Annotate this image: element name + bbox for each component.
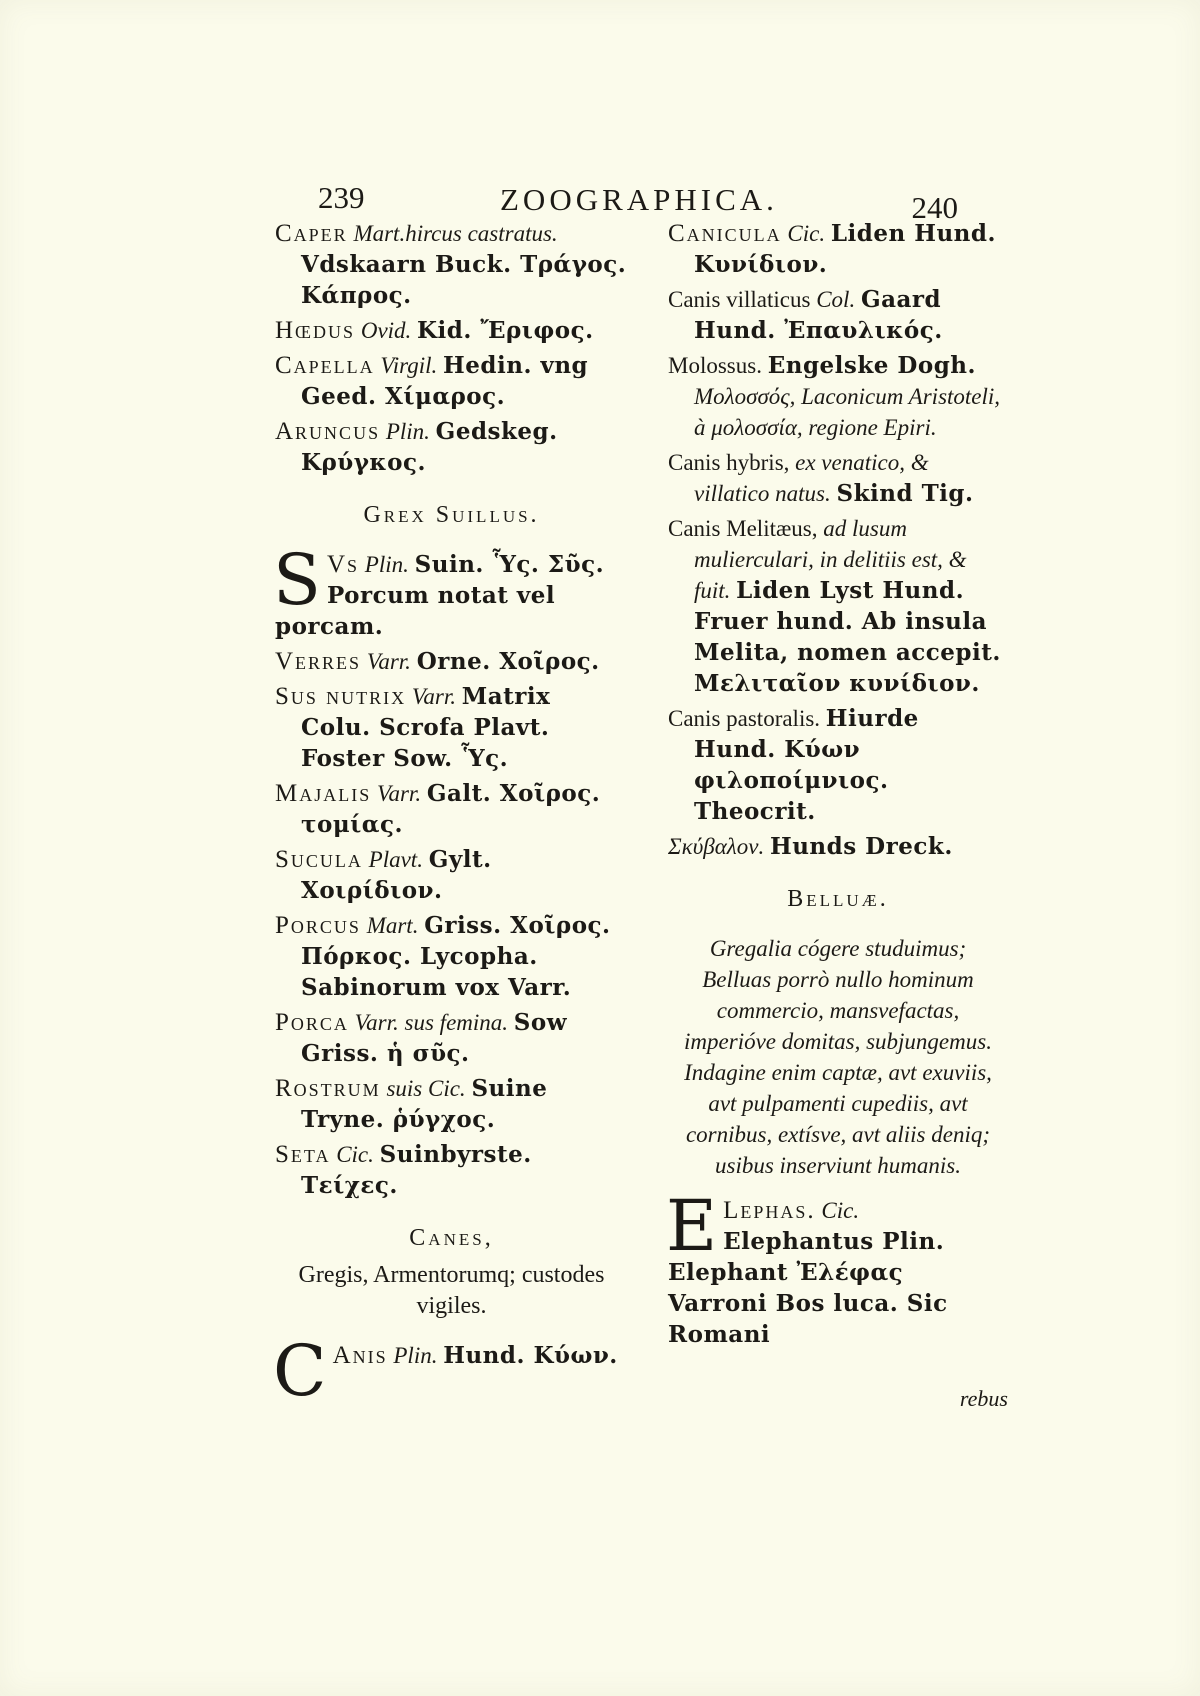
page-number-left: 239 [318,180,365,215]
entry-skybalon: Σκύβαλον. Hunds Dreck. [668,833,953,860]
entry-elephas: E Lephas. Cic. Elephantus Plin. Elephant Ἐλέφας Varroni Bos luca. Sic Romani [666,1185,948,1348]
section-heading-belluae: Belluæ. [787,886,889,912]
entry-canis-pastoralis: Canis pastoralis. Hiurde Hund. Κύων φιλοποίμνιος. Theocrit. [668,705,919,825]
right-column [668,218,1008,1354]
entry-capella: Capella Virgil. Hedin. vng Geed. Χίμαρος. [275,352,589,410]
entry-sucula: Sucula Plavt. Gylt. Χοιρίδιον. [275,846,492,904]
entry-canicula: Canicula Cic. Liden Hund. Κυνίδιον. [668,220,996,278]
entry-sus-nutrix: Sus nutrix Varr. Matrix Colu. Scrofa Plavt. Foster Sow. Ὗς. [275,683,551,772]
entry-porca: Porca Varr. sus femina. Sow Griss. ἡ σῦς. [275,1009,568,1067]
belluae-intro-paragraph: Gregalia cógere studuimus; Belluas porrò nullo hominum commercio, mansvefactas, imperióve domitas, subjungemus. Indagine enim captæ, avt exuviis, avt pulpamenti cupediis, avt cornibus, extísve, avt aliis deniq; usibus inserviunt humanis. [684,936,992,1178]
entry-canis-melitaeus: Canis Melitæus, ad lusum mulierculari, in delitiis est, & fuit. Liden Lyst Hund. Fruer hund. Ab insula Melita, nomen accepit. Μελιταῖον κυνίδιον. [668,516,1001,697]
entry-hoedus: Hœdus Ovid. Kid. Ἔριφος. [275,317,594,344]
running-title: ZOOGRAPHICA. [500,182,778,217]
catchword: rebus [959,1386,1008,1411]
entry-sus: S Vs Plin. Suin. Ὗς. Σῦς. Porcum notat vel porcam. [273,539,605,640]
entry-canis: C Anis Plin. Hund. Κύων. [273,1330,618,1412]
entry-seta: Seta Cic. Suinbyrste. Τείχες. [275,1141,532,1199]
section-heading-grex-suillus: Grex Suillus. [363,502,540,528]
entry-porcus: Porcus Mart. Griss. Χοῖρος. Πόρκος. Lycopha. Sabinorum vox Varr. [275,912,611,1001]
entry-majalis: Majalis Varr. Galt. Χοῖρος. τομίας. [275,780,601,838]
entry-aruncus: Aruncus Plin. Gedskeg. Κρύγκος. [275,418,558,476]
entry-canis-hybris: Canis hybris, ex venatico, & villatico natus. Skind Tig. [668,450,974,507]
entry-canis-villaticus: Canis villaticus Col. Gaard Hund. Ἐπαυλικός. [668,286,943,344]
entry-verres: Verres Varr. Orne. Χοῖρος. [275,648,600,675]
section-heading-canes: Canes, [409,1225,494,1251]
entry-rostrum: Rostrum suis Cic. Suine Tryne. ῥύγχος. [275,1075,548,1133]
page-number-right: 240 [911,190,958,225]
entry-molossus: Molossus. Engelske Dogh. Μολοσσός, Laconicum Aristoteli, à μολοσσία, regione Epiri. [668,352,1001,440]
left-column [273,218,628,1412]
entry-caper: Caper Mart.hircus castratus. Vdskaarn Buck. Τράγος. Κάπρος. [275,220,627,309]
section-subheading-canes: Gregis, Armentorumq; custodes vigiles. [298,1262,605,1319]
